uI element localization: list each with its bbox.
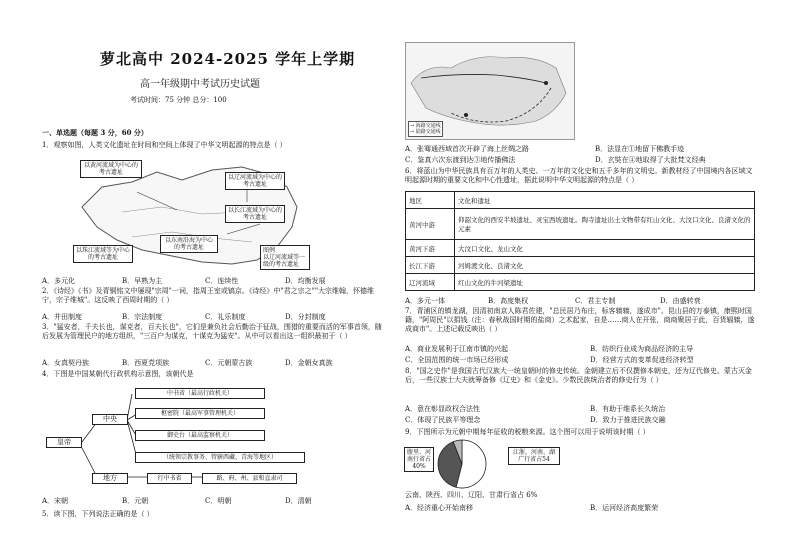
q3-option-c[interactable]: C．元朝蒙古族 xyxy=(205,359,253,367)
q9-note: 云南、陕西、四川、辽阳、甘肃行省占 6% xyxy=(405,491,538,499)
table-head-culture: 文化和遗址 xyxy=(455,192,755,209)
pie-label-right: 江浙、河南、湖广行省占54 xyxy=(508,447,560,465)
q1-option-b[interactable]: B．早熟为主 xyxy=(122,277,163,285)
q2-option-a[interactable]: A．井田制度 xyxy=(42,313,83,321)
table-cell-region: 长江下游 xyxy=(406,257,455,274)
map-label-liao-river: 以辽河流域为中心的考古遗址 xyxy=(225,172,285,190)
legend-item: 以辽河流域等一级的考古遗址 xyxy=(263,254,306,268)
q3-option-b[interactable]: B．西夏党项族 xyxy=(122,359,170,367)
q8-option-b[interactable]: B．有助于维系长久统治 xyxy=(590,405,666,413)
table-cell-region: 黄河中游 xyxy=(406,209,455,240)
legend-title: 图例 xyxy=(263,247,276,254)
q1-option-c[interactable]: C．连续性 xyxy=(205,277,239,285)
q1-stem: 1．观察如图，人类文化遗址在时间和空间上体现了中华文明起源的特点是（ ） xyxy=(42,141,287,149)
table-cell-culture: 大汶口文化、龙山文化 xyxy=(455,240,755,257)
q9-option-a[interactable]: A．经济重心开始南移 xyxy=(405,504,474,512)
diagram-emperor: 皇帝 xyxy=(46,437,82,448)
q1-option-d[interactable]: D．均衡发展 xyxy=(285,277,326,285)
q2-stem: 2．《诗经》《书》及青铜铭文中屡现"宗周"一词，指周王室或镐京。《诗经》中"君之宗之""大宗维翰，怀德维宁，宗子维城"。这反映了西周时期的（ ） xyxy=(42,287,375,304)
q1-option-a[interactable]: A．多元化 xyxy=(42,277,76,285)
diagram-shumi: 枢密院（最高军事管理机关） xyxy=(135,408,265,419)
map-legend xyxy=(260,245,310,270)
diagram-xuanzheng: （统领宗教事务、管辖西藏、青海等地区） xyxy=(135,452,305,463)
legend-land-route: → 陆路交通线 xyxy=(410,129,441,135)
pie-label-left: 腹里、河南行省占40% xyxy=(404,447,434,472)
page-title: 萝北高中 2024-2025 学年上学期 xyxy=(100,50,356,68)
page-subtitle: 高一年级期中考试历史试题 xyxy=(140,79,260,90)
map-label-pearl-river: 以珠江流域等为中心的考古遗址 xyxy=(73,245,133,263)
table-head-region: 地区 xyxy=(406,192,455,209)
q2-option-b[interactable]: B．宗法制度 xyxy=(122,313,163,321)
q8-stem: 8．"国之史作"是我国古代汉族大一统皇朝时的修史传统。金朝建立后不仅撰修本朝史，还为辽代修史。蒙古灭金后，一些汉族士大夫就筹备修《辽史》和《金史》。少数民族统治者的修史行为（ ） xyxy=(405,367,752,384)
q5-option-d[interactable]: D．玄奘在④地取得了大批梵文经典 xyxy=(595,156,706,164)
q7-option-a[interactable]: A．商业发展利于江南市镇的兴起 xyxy=(405,345,509,353)
q5-option-b[interactable]: B．法显在①地留下佛教手迹 xyxy=(595,145,685,153)
q6-option-d[interactable]: D．由盛转衰 xyxy=(660,297,701,305)
table-cell-region: 辽河流域 xyxy=(406,274,455,291)
table-cell-culture: 河姆渡文化、良渚文化 xyxy=(455,257,755,274)
q5-option-a[interactable]: A．张骞通西域首次开辟了海上丝绸之路 xyxy=(405,145,530,153)
q3-stem: 3．"猛安者，千夫长也，谋克者，百夫长也"，它们是兼负社会后勤治于征战，围猎的重要而活的军事首领，随后发展为管理民户的地方组织，"三百户为谋克，十谋克为猛安"。从中可以看出这一组织最初于（ ） xyxy=(42,323,382,340)
q4-option-c[interactable]: C．明朝 xyxy=(205,497,232,505)
map-label-southeast: 以东南沿海为中心的考古遗址 xyxy=(160,235,218,253)
q9-option-b[interactable]: B．运河经济高度繁荣 xyxy=(590,504,659,512)
exam-meta: 考试时间：75 分钟 总分：100 xyxy=(130,96,227,104)
q7-stem: 7．青浦区的镇龙湖，因清初南京人陈君佐建，"总民居乃布庄，标客辏辏，遂成市"。昆山县的万泰镇，康熙时国籍，"阿周民"以捐钱（注：春秋战国时期的盐商）之术起家，自是……商人在开张，商商聚居于此，百货辐辏，遂成商市"。上述记载反映出（ ） xyxy=(405,307,755,333)
q9-stem: 9．下图所示为元朝中期每年征收的税粮来源。这个图可以用于说明该时期（ ） xyxy=(405,428,650,436)
diagram-local: 地方 xyxy=(92,473,128,484)
q8-option-d[interactable]: D．致力于推进民族交融 xyxy=(590,416,666,424)
q2-option-c[interactable]: C．礼乐制度 xyxy=(205,313,246,321)
q3-option-d[interactable]: D．金朝女真族 xyxy=(285,359,333,367)
q6-option-a[interactable]: A．多元一体 xyxy=(405,297,446,305)
q4-option-d[interactable]: D．清朝 xyxy=(285,497,312,505)
q7-option-c[interactable]: C．全国范围的统一市场已经形成 xyxy=(405,356,509,364)
q7-option-b[interactable]: B．纺织行业成为商品经济的主导 xyxy=(590,345,694,353)
q2-option-d[interactable]: D．分封制度 xyxy=(285,313,326,321)
q6-stem: 6．将蓝山为中华民族具有百万年的人类史、一万年的文化史和五千多年的文明史。新教材经了中国境内各区域文明起源时期的重要文化和中心性遗址，据此说明中华文明起源的特点是（ ） xyxy=(405,167,753,184)
table-cell-culture: 仰韶文化的西安半坡遗址、灵宝西坡遗址。陶寺遗址出土文物带有红山文化、大汶口文化、良渚文化的元素 xyxy=(455,209,755,240)
section-heading: 一、单选题（每题 3 分，60 分） xyxy=(42,128,148,137)
q4-stem: 4．下图是中国某朝代行政机构示意图，该朝代是 xyxy=(42,370,194,378)
diagram-central: 中央 xyxy=(92,414,128,425)
map-label-yellow-river: 以黄河流域为中心的考古遗址 xyxy=(80,160,142,178)
q5-option-c[interactable]: C．鉴真六次东渡到达③地传播佛法 xyxy=(405,156,516,164)
map-label-yangtze: 以长江流域为中心的考古遗址 xyxy=(225,205,285,223)
map-legend-box xyxy=(408,121,443,137)
silk-road-map xyxy=(405,42,575,140)
q6-option-b[interactable]: B．高度集权 xyxy=(488,297,529,305)
q8-option-c[interactable]: C．体现了民族平等理念 xyxy=(405,416,481,424)
q4-option-b[interactable]: B．元朝 xyxy=(122,497,149,505)
table-cell-region: 黄河下游 xyxy=(406,240,455,257)
q3-option-a[interactable]: A．女真契丹族 xyxy=(42,359,90,367)
diagram-xingsheng: 行中书省 xyxy=(147,473,192,484)
q8-option-a[interactable]: A．意在彰显政权合法性 xyxy=(405,405,481,413)
q6-option-c[interactable]: C．君主专制 xyxy=(575,297,616,305)
q9-pie-chart xyxy=(432,438,492,490)
q6-table xyxy=(405,191,755,291)
table-cell-culture: 红山文化的牛河梁遗址 xyxy=(455,274,755,291)
q5-stem: 5．读下图，下列说法正确的是（ ） xyxy=(42,510,154,518)
diagram-zhongshu: 中书省（最高行政机关） xyxy=(135,388,265,399)
legend-sea-route: → 海路交通线 xyxy=(410,123,441,129)
q7-option-d[interactable]: D．经营方式的变革促进经济转型 xyxy=(590,356,694,364)
diagram-levels: 路、府、州、县和直隶司 xyxy=(202,473,297,484)
q4-option-a[interactable]: A．宋朝 xyxy=(42,497,69,505)
diagram-yushi: 御史台（最高监察机关） xyxy=(135,430,265,441)
